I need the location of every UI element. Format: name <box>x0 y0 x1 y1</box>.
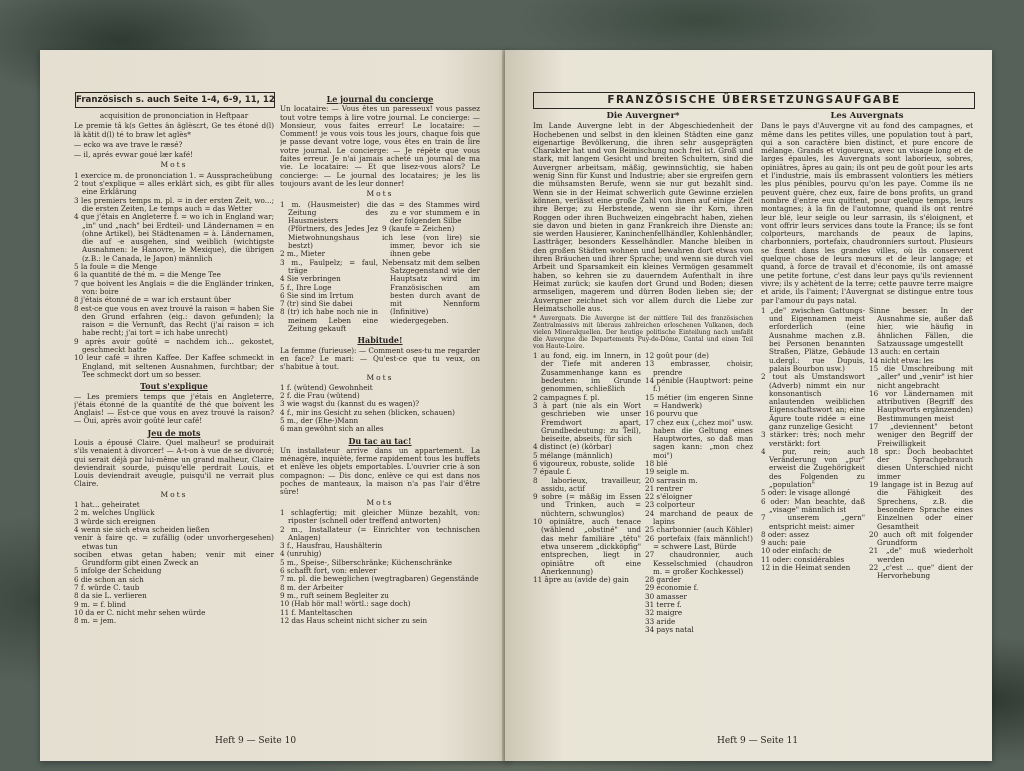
vocab-list <box>280 384 480 434</box>
vocab-entry: 8 j'étais étonné de = war ich erstaunt über <box>74 295 231 305</box>
section-heading: Jeu de mots <box>147 427 201 438</box>
page-footer: Heft 9 — Seite 11 <box>717 736 799 746</box>
left-column-1 <box>74 112 274 730</box>
vocab-entry: 30 amasser <box>645 591 687 601</box>
vocab-entry: 14 pénible (Hauptwort: peine f.) <box>645 376 753 394</box>
vocab-entry: 5 oder: le visage allongé <box>761 488 851 498</box>
vocab-entry: 8 oder: assez <box>761 529 809 539</box>
story-text: — Les premiers temps que j'étais en Angleterre, j'étais étonné de la quantité de thé que boivent les Anglais! — Est-ce que vous en avez trouvé la raison? — Oui, après avoir goûté leur café! <box>74 391 274 426</box>
section-heading: Le journal du concierge <box>326 94 434 104</box>
page-footer: Heft 9 — Seite 10 <box>215 736 297 746</box>
vocab-entry: 12 goût pour (de) <box>645 351 709 361</box>
vocab-entry: 4 Sie verbringen <box>280 274 341 284</box>
vocab-entry: 4 (unruhig) <box>280 549 322 559</box>
vocab-entry: 25 charbonnier (auch Köhler) <box>645 525 753 535</box>
vocab-entry: 1 f. (wütend) Gewohnheit <box>280 382 373 392</box>
right-page-title-box: FRANZÖSISCHE ÜBERSETZUNGSAUFGABE <box>533 92 975 109</box>
vocab-entry: 4 wenn sie sich etwa scheiden ließen <box>74 524 210 534</box>
vocab-entry: 19 seigle m. <box>645 467 690 477</box>
phonetic-line: — ecko wa ave trave le ræsé? <box>74 139 183 149</box>
section-heading: Tout s'explique <box>140 381 208 392</box>
vocab-entry: 13 auch: en certain <box>869 347 940 357</box>
vocab-entry: 16 vor Ländernamen mit attributiven (Begriff des Hauptworts ergänzenden) Bestimmungen meist <box>869 388 973 423</box>
section-heading: Habitude! <box>357 335 403 346</box>
vocab-entry: 7 f. würde C. taub <box>74 583 140 593</box>
vocab-entry: 7 m. pl. die beweglichen (wegtragbaren) Gegenstände <box>280 574 479 584</box>
left-column-2 <box>280 92 480 730</box>
vocab-list <box>869 307 973 581</box>
vocab-entry: 6 la quantité de thé m. = die Menge Tee <box>74 270 221 280</box>
vocab-list <box>74 172 274 379</box>
vocab-entry: 8 laborieux, travailleur, assidu, actif <box>533 475 641 493</box>
vocab-entry: 7 unserem „gern" entspricht meist: aimer <box>761 513 865 531</box>
vocab-entry: 22 „c'est ... que" dient der Hervorhebung <box>869 563 973 581</box>
vocab-entry: 10 opiniâtre, auch tenace (wählend „obstiné" und das mehr familiäre „têtu" etwa unserem „dickköpfig" entsprechen, liegt in opiniâtre oft eine Anerkennung) <box>533 517 641 576</box>
open-booklet <box>40 50 992 761</box>
vocab-entry: 21 „de" muß wiederholt werden <box>869 546 973 564</box>
phonetic-line: Le premie tâ k(s Gettes än äglèsɛrt, Ge tes étoné d(l) lä kätit d(l) té to braw let aglès* <box>74 121 274 139</box>
story-text: Louis a épousé Claire. Quel malheur! se produirait s'ils venaient à divorcer! — A-t-on à vue de se divorcé; qui serait déjà par lui-même un grand malheur, Claire deviendrait sourde, puisqu'elle perdrait Louis, et Louis deviendrait aveugle, puisqu'il ne verrait plus Claire. <box>74 437 274 489</box>
vocab-entry: 9 après avoir goûté = nachdem ich... gekostet, geschmeckt hatte <box>74 336 274 355</box>
vocab-entry: 1 schlagfertig; mit gleicher Münze bezahlt, von: riposter (schnell oder treffend antworten) <box>280 507 480 526</box>
vocab-entry: 1 exercice m. de prononciation 1. = Ausspracheübung <box>74 170 273 180</box>
vocab-entry: 11 oder: considérables <box>761 554 845 564</box>
vocab-entry: 2 m., Installateur (= Einrichter von technischen Anlagen) <box>280 524 480 542</box>
vocab-entry: Nebensatz mit dem selben Satzgegenstand wie der Hauptsatz wird im Französischen am besten durch avant de mit Nennform (Infinitive) wiedergegeben. <box>382 257 480 325</box>
vocab-entry: 6 Sie sind im Irrtum <box>280 290 354 300</box>
vocab-entry: 12 das Haus scheint nicht sicher zu sein <box>280 615 428 625</box>
vocab-entry: 3 f., Hausfrau, Haushälterin <box>280 541 383 551</box>
vocab-entry: 17 „deviennent" betont weniger den Begriff der Freiwilligkeit <box>869 421 973 448</box>
section-heading: Du tac au tac! <box>348 435 412 446</box>
mots-label: Mots <box>366 372 394 382</box>
vocab-entry: 7 (tr) sind Sie dabei <box>280 299 353 309</box>
vocab-entry: das = des Stammes wird zu e vor stummem e in der folgenden Silbe <box>382 199 480 226</box>
french-text: Dans le pays d'Auvergne vit au fond des campagnes, et même dans les petites villes, une population tout à part, qui a son caractère bien distinct, et pure encore de mélange. Grands et vigoureux, avec un visage long et de larges épaules, les Auvergnats sont laborieux, sobres, opiniâtres, âpres au gain; ils ont peu de goût pour les arts et l'industrie, mais ils embrassent volontiers les métiers les plus pénibles, pourvu qu'on les paye. Comme ils ne peuvent guère, chez eux, faire de bons profits, un grand nombre d'entre eux quittent, pour quelque temps, leurs montagnes; à la fin de l'automne, quand ils ont rentré leur blé, leur seigle ou leur sarrasin, ils s'éloignent, et vont offrir leurs services dans toute la France; ils se font colporteurs, marchands de peaux de lapins, charbonniers, portefaix, chaudronniers surtout. Plusieurs se fixent dans les grandes villes, où ils conservent quelque chose de leurs mœurs et de leur langage; et quand, à force de travail et d'économie, ils ont amassé une petite fortune, c'est dans leur pays qu'ils reviennent vivre; ils y achètent de la terre; cette pauvre terre maigre et aride, ils l'aiment; l'Auvergnat se distingue entre tous par l'amour du pays natal. <box>761 121 973 305</box>
vocab-two-column <box>280 201 480 334</box>
vocab-entry: 1 m. (Hausmeister) die Zeitung des Hausmeisters (Pförtners, des Jedes Jez Mietwohnungshaus bestzt) <box>280 199 378 251</box>
vocab-entry: 1 hat... geheiratet <box>74 500 140 510</box>
vocab-entry: 20 auch oft mit folgender Grundform <box>869 529 973 548</box>
vocab-entry: 5 m., Speise-, Silberschränke; Küchenschränke <box>280 557 453 567</box>
german-title: Die Auvergner* <box>606 111 680 121</box>
vocab-entry: 4 que j'étais en Angleterre f. = wo ich in England war; „in" und „nach" bei Erdteil- und Ländernamen = en (ohne Artikel), bei Städtenamen = à. Ländernamen, die auf -e ausgehen, sind weiblich (wichtigste Ausnahmen: le Hanovre, le Mexique), die übrigen (z.B.: le Canada, le Japon) männlich <box>74 212 274 263</box>
vocab-entry: 5 f., Ihre Loge <box>280 282 332 292</box>
phonetic-line: acquisition de prononciation in Heftpaar <box>99 112 249 120</box>
vocab-entry: 19 langage ist in Bezug auf die Fähigkeit des Sprechens, z.B. die besondere Sprache eines Einzelnen oder einer Gesamtheit <box>869 480 973 531</box>
vocab-entry: 7 que boivent les Anglais = die die Engländer trinken, von: boire <box>74 278 274 296</box>
vocab-entry: ich lese (von lire) sie immer, bevor ich sie ihnen gebe <box>382 232 480 259</box>
vocab-entry: 9 m. = f. blind <box>74 599 126 609</box>
german-text: Im Lande Auvergne lebt in der Abgeschiedenheit der Hochebenen und selbst in den kleinen Städten eine ganz eigenartige Bevölkerung, die ihren sehr ausgeprägten Charakter hat und von Beimischung noch frei ist. Groß und stark, mit langem Gesicht und breiten Schultern, sind die Auvergner arbeitsam, mäßig, gewinnsüchtig, sie haben wenig Sinn für Kunst und Industrie; aber sie ergreifen gern die mühsamsten Berufe, wenn sie nur gut bezahlt sind. Wenn sie in der Heimat schwerlich gute Gewinne erzielen können, verlässt eine große Zahl von ihnen auf einige Zeit ihre Berge; zu Herbstende, wenn sie ihr Korn, ihren Roggen oder ihren Buchweizen eingebracht haben, ziehen sie davon und bieten in ganz Frankreich ihre Dienste an: sie werden Hausierer, Kaninchenfellhändler, Kohlenhändler, Lastträger, besonders Kesselhändler. Manche bleiben in den großen Städten wohnen und bewahren dort etwas von ihren Bräuchen und ihrer Sprache; und wenn sie durch viel Arbeit und Sparsamkeit ein kleines Vermögen gesammelt haben, so kehren sie zu dauerndem Aufenthalt in ihre Heimat zurück; sie kaufen dort Grund und Boden; diesen armseligen, magerem und dürren Boden lieben sie; der Auvergner zeichnet sich vor allem durch die Liebe zur Heimatscholle aus. <box>533 121 753 313</box>
vocab-two-column <box>761 307 973 581</box>
vocab-entry: 2 campagnes f. pl. <box>533 392 600 402</box>
vocab-entry: 2 m., Mieter <box>280 249 326 259</box>
vocab-entry: 20 sarrasin m. <box>645 475 698 485</box>
vocab-entry: 6 die schon an sich <box>74 574 144 584</box>
vocab-entry: 28 garder <box>645 575 682 585</box>
vocab-entry: 26 portefaix (faix männlich!) = schwere Last, Bürde <box>645 533 753 551</box>
left-page-title-box: Französisch s. auch Seite 1-4, 6-9, 11, 12 <box>75 92 275 108</box>
vocab-entry: 5 la foule = die Menge <box>74 262 158 272</box>
vocab-entry: 15 die Umschreibung mit „aller" und „venir" ist hier nicht angebracht <box>869 363 973 390</box>
vocab-entry: 2 tout s'explique = alles erklärt sich, es gibt für alles eine Erklärung <box>74 179 274 197</box>
vocab-entry: 8 m. der Arbeiter <box>280 582 344 592</box>
vocab-entry: 33 aride <box>645 616 676 626</box>
vocab-list <box>761 307 865 581</box>
vocab-entry: 6 oder: Man beachte, daß „visage" männlich ist <box>761 496 865 514</box>
vocab-entry: 9 auch: paie <box>761 538 806 548</box>
vocab-entry: 21 rentrer <box>645 483 683 493</box>
left-page <box>40 50 510 761</box>
vocab-list <box>280 201 378 334</box>
vocab-entry: 3 m., Faulpelz; = faul, träge <box>280 257 378 275</box>
vocab-entry: 9 m., ruft seinem Begleiter zu <box>280 590 389 600</box>
mots-label: Mots <box>160 489 188 499</box>
mots-label: Mots <box>366 497 394 507</box>
vocab-entry: 3 les premiers temps m. pl. = in der ersten Zeit, wo...; die ersten Zeiten, Le temps auch = das Wetter <box>74 195 274 213</box>
vocab-entry: 9 sobre (= mäßig im Essen und Trinken, auch = nüchtern, schwunglos) <box>533 492 641 518</box>
vocab-entry: 8 est-ce que vous en avez trouvé la raison = haben Sie den Grund erfahren (eig.: davon gefunden); la raison = die Vernunft, das Recht (j'ai raison = ich habe recht; j'ai tort = ich habe unrecht) <box>74 303 274 338</box>
vocab-two-column <box>533 352 753 634</box>
vocab-entry: 1 au fond, eig. im Innern, in der Tiefe mit anderen Zusammenhange kann es bedeuten: im Grunde genommen, schließlich <box>533 351 641 394</box>
mots-label: Mots <box>160 160 188 170</box>
vocab-entry: 8 (tr) ich habe noch nie in meinem Leben eine Zeitung gekauft <box>280 307 378 334</box>
vocab-entry: 31 terre f. <box>645 600 682 610</box>
vocab-entry: 9 (kaufe = Zeichen) <box>382 224 455 234</box>
vocab-entry: 1 „de" zwischen Gattungs- und Eigennamen meist erforderlich (eine Ausnahme machen z.B. bei Personen benannten Straßen, Plätze, Gebäude u.dergl.: rue Dupuis, palais Bourbon usw.) <box>761 305 865 373</box>
vocab-list <box>280 509 480 625</box>
vocab-entry: 3 à part (nie als ein Wort geschrieben wie unser Fremdwort apart, Grundbedeutung: zu Teil), beiseite, abseits, für sich <box>533 400 641 444</box>
vocab-entry: 8 m. = jem. <box>74 616 117 626</box>
vocab-entry: 12 in die Heimat senden <box>761 563 851 573</box>
vocab-entry: 2 f. die Frau (wütend) <box>280 391 360 401</box>
story-text: La femme (furieuse): — Comment oses-tu me regarder en face? Le mari: — Qu'est-ce que tu veux, on s'habitue à tout. <box>280 345 480 372</box>
vocab-entry: 34 pays natal <box>645 624 694 634</box>
vocab-entry: 18 blé <box>645 458 668 468</box>
vocab-entry: 2 m. welches Unglück <box>74 508 155 518</box>
vocab-entry: 23 colporteur <box>645 500 695 510</box>
vocab-entry: 13 embrasser, choisir, prendre <box>645 359 753 377</box>
vocab-entry: 3 wie wagst du (kannst du es wagen)? <box>280 399 420 409</box>
right-page <box>505 50 992 761</box>
vocab-entry: 4 distinct (e) (körbar) <box>533 442 612 452</box>
vocab-entry: 17 chez eux („chez moi" usw. haben die Geltung eines Hauptwortes, so daß man sagen kann: „mon chez moi") <box>645 417 753 460</box>
vocab-entry: 11 f. Manteltaschen <box>280 607 353 617</box>
vocab-entry: 7 épaule f. <box>533 467 572 477</box>
story-text: Un installateur arrive dans un appartement. La ménagère, inquiète, ferme rapidement tous les buffets et enlève les objets emportables. L'ouvrier crie à son compagnon: — Dis donc, enlève ce qui est dans nos poches de manteaux, la maison n'a pas l'air d'être sûre! <box>280 445 480 497</box>
french-title: Les Auvergnats <box>830 111 904 121</box>
vocab-entry: 32 maigre <box>645 608 683 618</box>
vocab-entry: 29 économie f. <box>645 583 699 593</box>
vocab-entry: 4 pur, rein; auch Veränderung von „pur" erweist die Zugehörigkeit des Folgenden zu „population" <box>761 446 865 490</box>
vocab-entry: 10 da er C. nicht mehr sehen würde <box>74 607 206 617</box>
vocab-entry: venir à faire qc. = zufällig (oder unvorhergesehen) etwas tun <box>74 533 274 551</box>
vocab-entry: sociben etwas getan haben; venir mit einer Grundform gibt einen Zweck an <box>74 549 274 568</box>
vocab-entry: 10 oder einfach: de <box>761 546 832 556</box>
vocab-list <box>645 352 753 634</box>
right-column-french <box>761 110 973 730</box>
vocab-list <box>533 352 641 634</box>
vocab-entry: 6 vigoureux, robuste, solide <box>533 458 635 468</box>
vocab-entry: 3 stärker: très; noch mehr verstärkt: fort <box>761 430 865 448</box>
vocab-entry: 18 spr.: Doch beobachtet der Sprachgebrauch diesen Unterschied nicht immer <box>869 446 973 481</box>
vocab-entry: 16 pourvu que <box>645 409 698 419</box>
vocab-entry: Sinne besser. In der Ausnahme sie, außer daß hier, wie häufig in ähnlichen Fällen, die Satzaussage umgestellt <box>869 305 973 349</box>
vocab-entry: 15 métier (im engeren Sinne = Handwerk) <box>645 392 753 410</box>
vocab-entry: 22 s'éloigner <box>645 492 693 502</box>
vocab-entry: 6 man gewöhnt sich an alles <box>280 424 384 434</box>
footnote: * Auvergnats. Die Auvergne ist der mittlere Teil des französischen Zentralmassivs mit überaus zahlreichen erloschenen Vulkanen, doch vielen Mineralquellen. Der heutige politische Einteilung nach umfaßt die Auvergne die Departements Puy-de-Dôme, Cantal und einen Teil von Haute-Loire. <box>533 315 753 351</box>
mots-label: Mots <box>366 189 394 199</box>
phonetic-line: — il, aprés evwar goué lær kafé! <box>74 150 193 160</box>
right-column-german <box>533 110 753 730</box>
vocab-entry: 24 marchand de peaux de lapins <box>645 508 753 527</box>
vocab-entry: 2 tout als Umstandswort (Adverb) nimmt ein nur konsonantisch anlautenden weiblichen Eigenschaftswort an; eine Ägure toute ridée = eine ganz runzelige Gesicht <box>761 372 865 431</box>
vocab-entry: 27 chaudronnier, auch Kesselschmied (chaudron m. = großer Kochkessel) <box>645 550 753 576</box>
story-text: Un locataire: — Vous êtes un paresseux! vous passez tout votre temps à lire votre journal. Le concierge: — Monsieur, vous faites erreur! Le locataire: — Comment! je vous vois tous les jours, chaque fois que je passe devant votre loge, vous êtes en train de lire votre journal. Le concierge: — Je répète que vous faites erreur. Je n'ai jamais acheté un journal de ma vie. Le locataire: — Et que lisez-vous alors? Le concierge: — Le journal des locataires; je les lis toujours avant de les leur donner! <box>280 104 480 188</box>
vocab-entry: 14 nicht etwa: les <box>869 355 934 365</box>
vocab-entry: 4 f., mir ins Gesicht zu sehen (blicken, schauen) <box>280 407 455 417</box>
vocab-list <box>382 201 480 334</box>
vocab-entry: 10 leur café = ihren Kaffee. Der Kaffee schmeckt in England, mit seltenen Ausnahmen, furchtbar; der Tee schmeckt dort um so besser. <box>74 353 274 379</box>
vocab-entry: 5 mélange (männlich) <box>533 450 613 460</box>
vocab-entry: 5 infolge der Scheidung <box>74 566 162 576</box>
vocab-entry: 8 da sie L. verlieren <box>74 591 147 601</box>
vocab-entry: 6 schafft fort, von: enlever <box>280 566 377 576</box>
vocab-entry: 11 âpre au (avide de) gain <box>533 575 629 585</box>
vocab-entry: 10 (Hab hör mal! wörtl.: sage doch) <box>280 599 411 609</box>
vocab-entry: 5 m., der (Ehe-)Mann <box>280 415 359 425</box>
vocab-list <box>74 501 274 625</box>
vocab-entry: 3 würde sich ereignen <box>74 516 156 526</box>
